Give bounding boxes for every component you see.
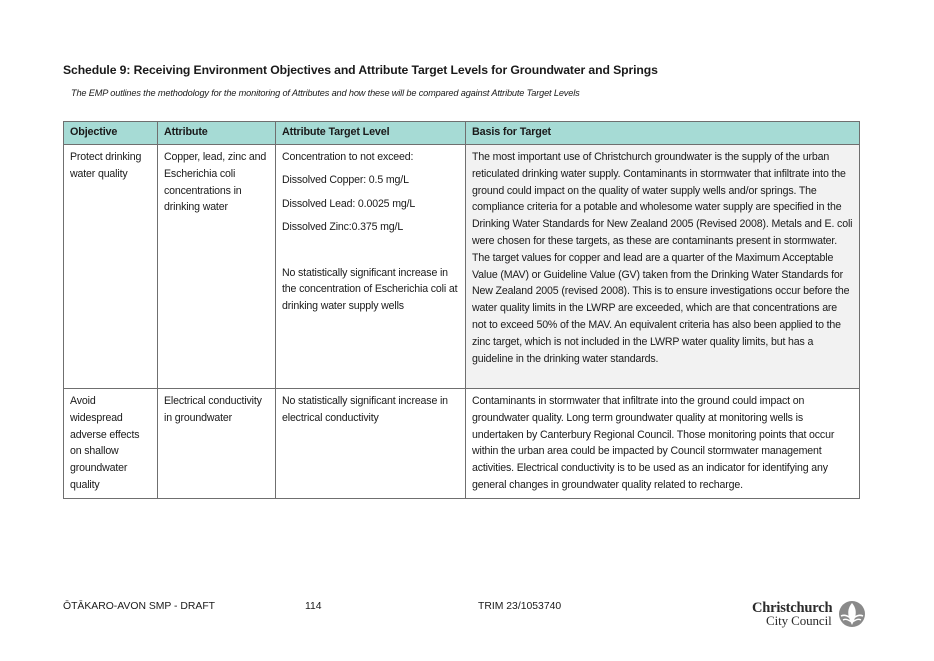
objective-cell: Protect drinking water quality xyxy=(64,145,158,389)
target-line: Concentration to not exceed: xyxy=(282,151,414,163)
table-row xyxy=(64,389,860,499)
target-line: No statistically significant increase in the concentration of Escherichia coli at drinking water supply wells xyxy=(282,266,458,313)
schedule-subtitle: The EMP outlines the methodology for the monitoring of Attributes and how these will be compared against Attribute Target Levels xyxy=(71,88,580,98)
header-objective: Objective xyxy=(64,122,158,145)
council-logo xyxy=(752,600,866,628)
footer-trim-reference: TRIM 23/1053740 xyxy=(478,601,562,612)
logo-text-line2: City Council xyxy=(766,613,832,628)
footer-document-name: ŌTĀKARO-AVON SMP - DRAFT xyxy=(63,601,216,612)
objective-cell: Avoid widespread adverse effects on shallow groundwater quality xyxy=(64,389,158,499)
header-attribute-target-level: Attribute Target Level xyxy=(276,122,466,145)
attribute-cell: Copper, lead, zinc and Escherichia coli concentrations in drinking water xyxy=(158,145,276,389)
target-line: Dissolved Zinc:0.375 mg/L xyxy=(282,220,404,233)
target-level-cell xyxy=(276,389,466,499)
target-line: No statistically significant increase in electrical conductivity xyxy=(282,395,448,424)
target-line: Dissolved Copper: 0.5 mg/L xyxy=(282,174,409,187)
table-row xyxy=(64,145,860,389)
attribute-cell: Electrical conductivity in groundwater xyxy=(158,389,276,499)
footer-page-number: 114 xyxy=(305,601,322,612)
header-basis-for-target: Basis for Target xyxy=(466,122,860,145)
basis-cell: Contaminants in stormwater that infiltrate into the ground could impact on groundwater quality. Long term groundwater quality at monitoring wells is undertaken by Canterbury Regional Council. Those monitoring points that occur within the urban area could be impacted by Council stormwater management activities. Electrical conductivity is to be used as an indicator for identifying any general changes in groundwater quality related to recharge. xyxy=(466,389,860,499)
target-line: Dissolved Lead: 0.0025 mg/L xyxy=(282,197,416,210)
logo-text-line1: Christchurch xyxy=(752,600,833,616)
objectives-table xyxy=(63,121,860,499)
table-header-row xyxy=(64,122,860,145)
schedule-title: Schedule 9: Receiving Environment Objectives and Attribute Target Levels for Groundwater and Springs xyxy=(63,63,658,77)
christchurch-city-council-logo-icon xyxy=(838,600,866,628)
target-level-cell xyxy=(276,145,466,389)
basis-cell: The most important use of Christchurch groundwater is the supply of the urban reticulated drinking water supply. Contaminants in stormwater that infiltrate into the ground could impact on the quality of water supply wells and/or springs. The compliance criteria for a potable and wholesome water supply are specified in the Drinking Water Standards for New Zealand 2005 (Revised 2008). Metals and E. coli were chosen for these targets, as these are contaminants present in stormwater. The target values for copper and lead are a quarter of the Maximum Acceptable Value (MAV) or Guideline Value (GV) taken from the Drinking Water Standards for New Zealand 2005 (revised 2008). This is to ensure investigations occur before the water quality limits in the LWRP are exceeded, which are that concentrations are not to exceed 50% of the MAV. An equivalent criteria has also been applied to the zinc target, which is not included in the LWRP water quality limits, but has a guideline in the drinking water standards. xyxy=(466,145,860,389)
header-attribute: Attribute xyxy=(158,122,276,145)
